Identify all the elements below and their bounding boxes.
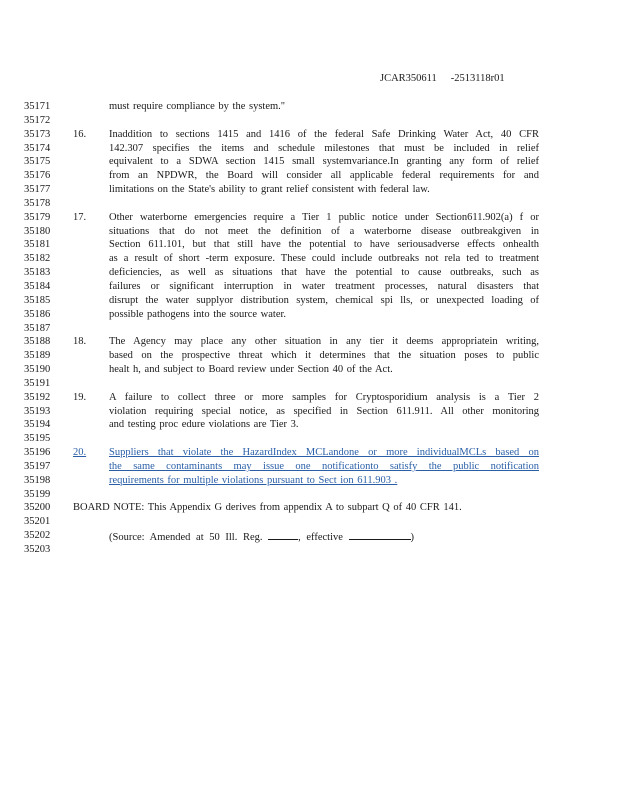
line-text: limitations on the State's ability to grant relief consistent with federal law. [109, 184, 430, 196]
line-text: situations that do not meet the definition of a waterborne disease outbreakgiven in [109, 225, 539, 237]
line-number: 35193 [24, 405, 51, 417]
document-line [0, 529, 618, 543]
item-number: 18. [73, 336, 87, 348]
line-number: 35180 [24, 225, 51, 237]
document-line [0, 142, 618, 156]
effective-date-blank [349, 529, 411, 540]
line-number: 35172 [24, 114, 51, 126]
line-text: Section 611.101, but that still have the potential to have seriousadverse effects onhealth [109, 239, 539, 251]
line-number: 35189 [24, 350, 51, 362]
document-header [380, 73, 505, 84]
item-number: 19. [73, 391, 87, 403]
line-number: 35198 [24, 474, 51, 486]
line-number: 35203 [24, 544, 51, 555]
line-text: failures or significant interruption in water treatment processes, natural disasters that [109, 280, 539, 292]
line-text: disrupt the water supplyor distribution system, chemical spi lls, or unexpected loading of [109, 294, 539, 306]
line-number: 35182 [24, 253, 51, 265]
document-line [0, 266, 618, 280]
document-line [0, 460, 618, 474]
line-text: and testing proc edure violations are Tier 3. [109, 419, 299, 431]
document-line [0, 501, 618, 515]
line-number: 35186 [24, 308, 51, 320]
document-line [0, 391, 618, 405]
line-number: 35187 [24, 322, 51, 334]
document-line [0, 363, 618, 377]
item-number: 17. [73, 211, 87, 223]
line-number: 35188 [24, 336, 51, 348]
item-number: 20. [73, 447, 87, 459]
line-text: equivalent to a SDWA section 1415 small systemvariance.In granting any form of relief [109, 156, 539, 168]
line-number: 35191 [24, 377, 51, 389]
line-number: 35183 [24, 267, 51, 279]
register-page-blank [268, 529, 298, 540]
document-line [0, 225, 618, 239]
line-number: 35190 [24, 364, 51, 376]
document-line [0, 128, 618, 142]
line-text: from an NPDWR, the Board will consider all applicable federal requirements for and [109, 170, 539, 182]
document-line [0, 405, 618, 419]
document-line [0, 446, 618, 460]
line-text: Suppliers that violate the HazardIndex MCLandone or more individualMCLs based on [109, 447, 539, 459]
document-line [0, 349, 618, 363]
document-line [0, 543, 618, 557]
line-number: 35201 [24, 516, 51, 528]
document-line [0, 252, 618, 266]
document-line [0, 183, 618, 197]
document-line [0, 280, 618, 294]
line-number: 35181 [24, 239, 51, 251]
document-line [0, 322, 618, 336]
line-text: as a result of short -term exposure. These could include outbreaks not rela ted to treatment [109, 253, 539, 265]
line-number: 35176 [24, 170, 51, 182]
line-number: 35197 [24, 460, 51, 472]
document-line [0, 377, 618, 391]
document-line [0, 432, 618, 446]
document-line [0, 169, 618, 183]
line-text: violation requiring special notice, as specified in Section 611.911. All other monitoring [109, 405, 539, 417]
line-text: deficiencies, as well as situations that have the potential to cause outbreaks, such as [109, 267, 539, 279]
line-text: must require compliance by the system." [109, 101, 286, 112]
line-text: Inaddition to sections 1415 and 1416 of the federal Safe Drinking Water Act, 40 CFR [109, 128, 539, 140]
source-note: (Source: Amended at 50 Ill. Reg. , effective ) [109, 529, 539, 545]
line-text: A failure to collect three or more samples for Cryptosporidium analysis is a Tier 2 [109, 391, 539, 403]
document-line [0, 100, 618, 114]
document-id: JCAR350611 [380, 73, 437, 84]
line-number: 35202 [24, 530, 51, 542]
line-number: 35179 [24, 211, 51, 223]
line-number: 35185 [24, 294, 51, 306]
document-body [0, 100, 618, 557]
line-number: 35200 [24, 502, 51, 514]
line-number: 35199 [24, 488, 51, 500]
line-number: 35184 [24, 280, 51, 292]
line-text: Other waterborne emergencies require a Tier 1 public notice under Section611.902(a) f or [109, 211, 539, 223]
document-line [0, 488, 618, 502]
document-line [0, 238, 618, 252]
line-text: possible pathogens into the source water. [109, 308, 287, 320]
line-text: requirements for multiple violations pursuant to Sect ion 611.903 . [109, 474, 398, 486]
line-number: 35175 [24, 156, 51, 168]
line-number: 35194 [24, 419, 51, 431]
document-line [0, 515, 618, 529]
line-number: 35196 [24, 447, 51, 459]
line-number: 35192 [24, 391, 51, 403]
line-number: 35178 [24, 197, 51, 209]
line-text: The Agency may place any other situation in any tier it deems appropriatein writing, [109, 336, 539, 348]
board-note: BOARD NOTE: This Appendix G derives from appendix A to subpart Q of 40 CFR 141. [73, 502, 462, 514]
document-line [0, 418, 618, 432]
line-text: the same contaminants may issue one notificationto satisfy the public notification [109, 460, 539, 472]
document-revision: -2513118r01 [450, 73, 505, 84]
document-line [0, 155, 618, 169]
document-line [0, 294, 618, 308]
line-number: 35177 [24, 184, 51, 196]
line-number: 35174 [24, 142, 51, 154]
document-line [0, 211, 618, 225]
line-text: healt h, and subject to Board review under Section 40 of the Act. [109, 364, 393, 376]
document-line [0, 197, 618, 211]
line-number: 35171 [24, 101, 51, 112]
line-number: 35173 [24, 128, 51, 140]
line-number: 35195 [24, 433, 51, 445]
line-text: based on the prospective threat which it determines that the situation poses to public [109, 350, 539, 362]
line-text: 142.307 specifies the items and schedule milestones that must be included in relief [109, 142, 539, 154]
item-number: 16. [73, 128, 87, 140]
document-line [0, 335, 618, 349]
document-line [0, 308, 618, 322]
document-line [0, 474, 618, 488]
document-line [0, 114, 618, 128]
